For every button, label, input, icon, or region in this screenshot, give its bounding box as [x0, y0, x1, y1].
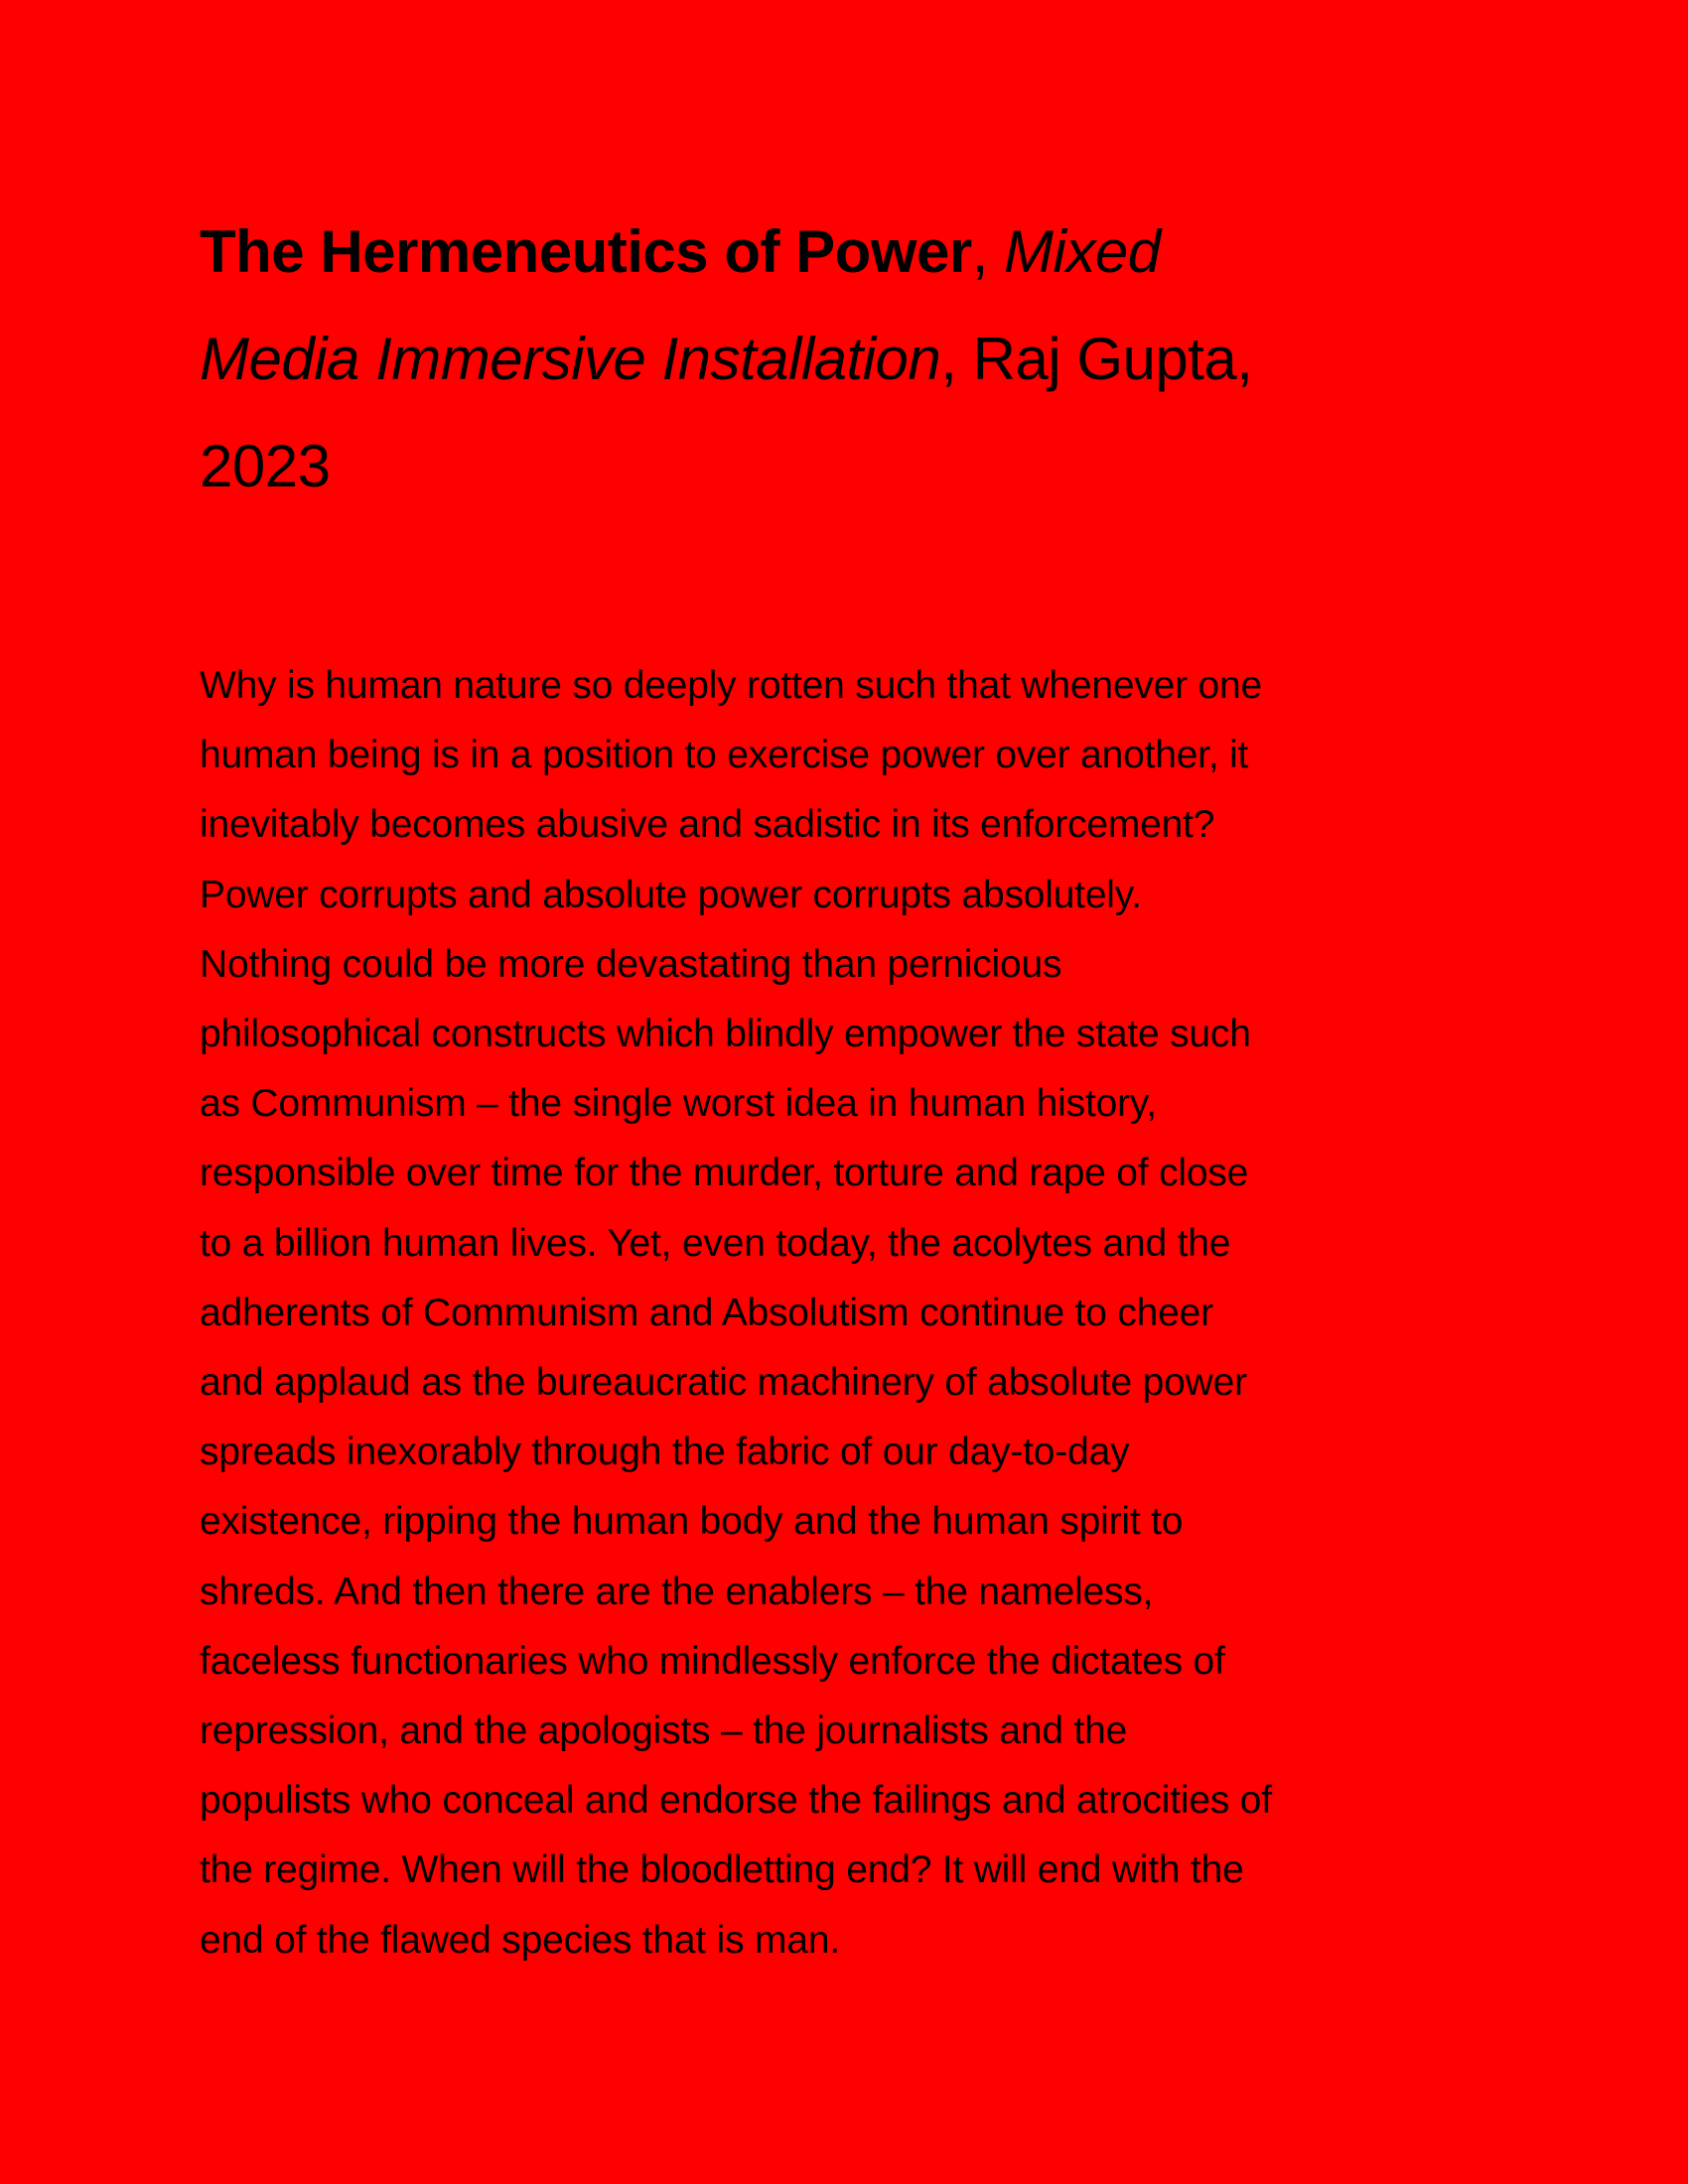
artwork-medium-part-2: Media Immersive Installation — [200, 326, 941, 392]
statement-line: to a billion human lives. Yet, even today, the acolytes and the — [200, 1221, 1231, 1265]
caption-line-1 — [200, 199, 1490, 306]
artist-name: Raj Gupta, — [972, 326, 1253, 392]
statement-line: as Communism – the single worst idea in human history, — [200, 1082, 1157, 1126]
statement-line: populists who conceal and endorse the failings and atrocities of — [200, 1779, 1272, 1823]
statement-line: human being is in a position to exercise power over another, it — [200, 734, 1249, 777]
statement-line: the regime. When will the bloodletting end? It will end with the — [200, 1848, 1244, 1892]
statement-line: existence, ripping the human body and the human spirit to — [200, 1500, 1184, 1544]
caption-line-2 — [200, 306, 1490, 413]
statement-line: faceless functionaries who mindlessly enforce the dictates of — [200, 1639, 1225, 1683]
statement-line: Nothing could be more devastating than pernicious — [200, 942, 1062, 986]
artwork-year: 2023 — [200, 433, 331, 499]
statement-line: adherents of Communism and Absolutism continue to cheer — [200, 1291, 1213, 1334]
statement-line: end of the flawed species that is man. — [200, 1918, 840, 1962]
statement-line: philosophical constructs which blindly empower the state such — [200, 1013, 1251, 1056]
statement-line: inevitably becomes abusive and sadistic in its enforcement? — [200, 803, 1215, 847]
statement-line: repression, and the apologists – the journalists and the — [200, 1709, 1128, 1753]
statement-line: spreads inexorably through the fabric of our day-to-day — [200, 1431, 1130, 1474]
caption-separator: , — [971, 218, 1005, 285]
caption-separator: , — [940, 326, 973, 392]
artwork-title: The Hermeneutics of Power — [200, 218, 972, 285]
statement-line: responsible over time for the murder, torture and rape of close — [200, 1152, 1249, 1195]
statement-line: shreds. And then there are the enablers – the nameless, — [200, 1570, 1154, 1613]
statement-line: Why is human nature so deeply rotten such that whenever one — [200, 664, 1262, 707]
artist-statement — [200, 651, 1490, 1976]
artwork-caption — [200, 199, 1490, 520]
statement-line: and applaud as the bureaucratic machinery of absolute power — [200, 1361, 1247, 1405]
artwork-medium-part-1: Mixed — [1004, 218, 1161, 285]
statement-line: Power corrupts and absolute power corrupts absolutely. — [200, 873, 1142, 916]
